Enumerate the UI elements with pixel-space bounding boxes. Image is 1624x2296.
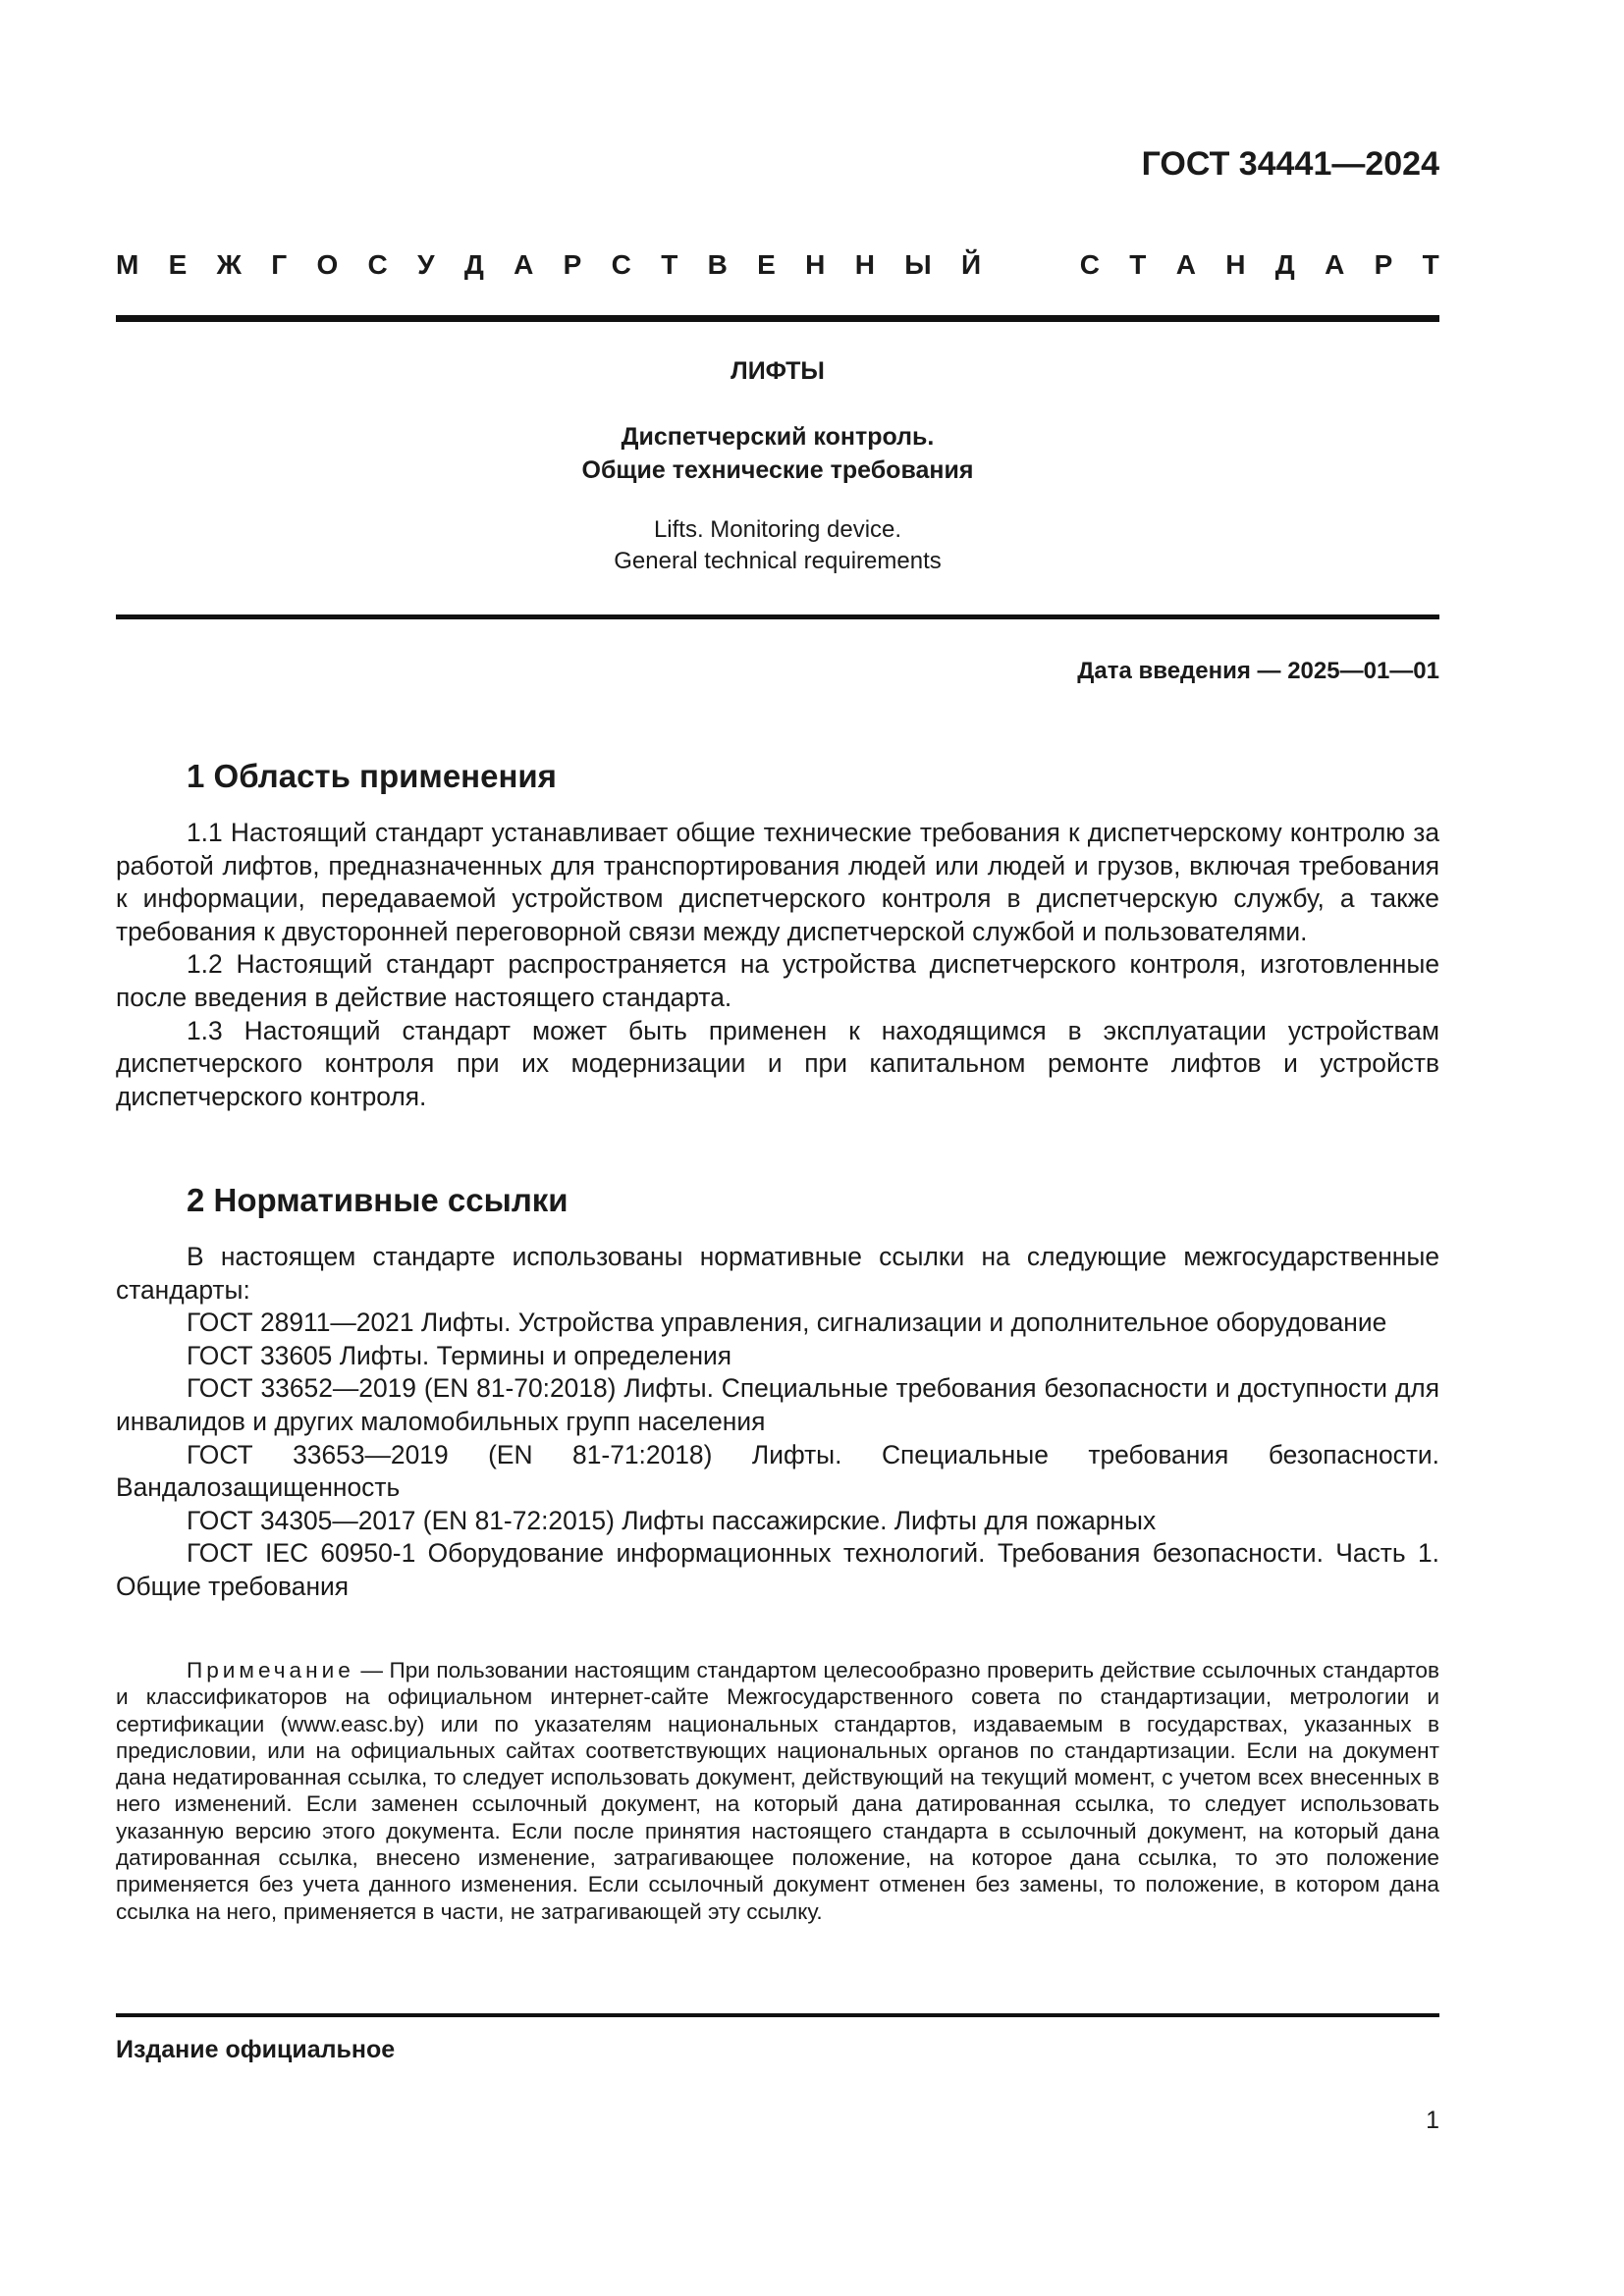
note-paragraph	[116, 1657, 1439, 1925]
reference-item: ГОСТ 28911—2021 Лифты. Устройства управления, сигнализации и дополнительное оборудование	[187, 1308, 1387, 1338]
kind-letter: Й	[960, 249, 982, 280]
paragraph: 1.1 Настоящий стандарт устанавливает общие технические требования к диспетчерскому контролю за работой лифтов, предназначенных для транспортирования людей или людей и грузов, включая требования к информации, передаваемой устройством диспетчерского контроля в диспетчерскую службу, а также требования к двусторонней переговорной связи между диспетчерской службой и пользователями.	[116, 818, 1439, 946]
standard-number: ГОСТ 34441—2024	[1141, 145, 1439, 183]
kind-letter: Д	[463, 249, 484, 280]
reference-item: ГОСТ 33653—2019 (EN 81-71:2018) Лифты. Специальные требования безопасности. Вандалозащищенность	[116, 1439, 1439, 1503]
kind-letter: Р	[563, 249, 582, 280]
kind-letter: Ы	[904, 249, 932, 280]
kind-letter: Т	[1422, 249, 1439, 280]
kind-letter: Г	[271, 249, 288, 280]
kind-letter: Т	[1129, 249, 1147, 280]
kind-letter: Т	[661, 249, 678, 280]
section-heading-scope: 1 Область применения	[187, 758, 557, 794]
kind-letter: Н	[854, 249, 875, 280]
paragraph: В настоящем стандарте использованы нормативные ссылки на следующие межгосударственные стандарты:	[116, 1242, 1439, 1305]
kind-letter: У	[417, 249, 435, 280]
note-label: Примечание	[187, 1658, 354, 1682]
paragraph: 1.3 Настоящий стандарт может быть применен к находящимся в эксплуатации устройствам диспетчерского контроля при их модернизации и при капитальном ремонте лифтов и устройств диспетчерского контроля.	[116, 1015, 1439, 1111]
note-text: — При пользовании настоящим стандартом целесообразно проверить действие ссылочных стандартов и классификаторов на официальном интернет-сайте Межгосударственного совета по стандартизации, метрологии и сертификации (www.easc.by) или по указателям национальных стандартов, издаваемым в государствах, указанных в предисловии, или на официальных сайтах соответствующих национальных органов по стандартизации. Если на документ дана недатированная ссылка, то следует использовать документ, действующий на текущий момент, с учетом всех внесенных в него изменений. Если заменен ссылочный документ, на который дана датированная ссылка, то следует использовать указанную версию этого документа. Если после принятия настоящего стандарта в ссылочный документ, на который дана датированная ссылка, внесено изменение, затрагивающее положение, на которое дана ссылка, то это положение применяется без учета данного изменения. Если ссылочный документ отменен без замены, то положение, в котором дана ссылка на него, применяется в части, не затрагивающей эту ссылку.	[116, 1658, 1439, 1924]
official-edition-label: Издание официальное	[116, 2036, 396, 2063]
title-divider	[116, 614, 1439, 619]
top-divider	[116, 315, 1439, 322]
page-number: 1	[1426, 2107, 1439, 2134]
english-title	[116, 514, 1439, 577]
kind-letter: Е	[757, 249, 776, 280]
english-title-line: Lifts. Monitoring device.	[653, 516, 902, 543]
document-subtitle	[116, 420, 1439, 487]
introduction-date: Дата введения — 2025—01—01	[1077, 658, 1439, 684]
subtitle-line: Общие технические требования	[581, 456, 974, 484]
kind-letter: А	[1325, 249, 1345, 280]
kind-letter: С	[611, 249, 631, 280]
kind-letter: Н	[805, 249, 826, 280]
kind-letter: В	[707, 249, 728, 280]
kind-letter: А	[514, 249, 534, 280]
kind-letter: С	[1079, 249, 1100, 280]
reference-item: ГОСТ 33605 Лифты. Термины и определения	[187, 1340, 732, 1370]
word-gap	[1010, 249, 1050, 281]
kind-letter: Н	[1225, 249, 1246, 280]
subtitle-line: Диспетчерский контроль.	[621, 423, 935, 451]
standard-kind-heading	[116, 249, 1439, 281]
footer-divider	[116, 2013, 1439, 2017]
kind-letter: С	[367, 249, 388, 280]
document-title: ЛИФТЫ	[731, 357, 825, 385]
kind-letter: М	[116, 249, 139, 280]
kind-letter: Р	[1374, 249, 1393, 280]
kind-letter: Д	[1274, 249, 1295, 280]
kind-letter: А	[1175, 249, 1196, 280]
reference-item: ГОСТ 34305—2017 (EN 81-72:2015) Лифты пассажирские. Лифты для пожарных	[187, 1505, 1157, 1535]
paragraph: 1.2 Настоящий стандарт распространяется на устройства диспетчерского контроля, изготовленные после введения в действие настоящего стандарта.	[116, 949, 1439, 1012]
kind-letter: Е	[168, 249, 188, 280]
kind-letter: Ж	[216, 249, 242, 280]
section-heading-references: 2 Нормативные ссылки	[187, 1182, 568, 1218]
reference-item: ГОСТ 33652—2019 (EN 81-70:2018) Лифты. Специальные требования безопасности и доступности для инвалидов и других маломобильных групп населения	[116, 1373, 1439, 1436]
reference-item: ГОСТ IEC 60950-1 Оборудование информационных технологий. Требования безопасности. Часть 1. Общие требования	[116, 1538, 1439, 1601]
kind-letter: О	[316, 249, 339, 280]
section-scope-body	[116, 817, 1439, 1113]
reference-note	[116, 1657, 1439, 1925]
english-title-line: General technical requirements	[614, 548, 942, 574]
section-references-body	[116, 1241, 1439, 1604]
